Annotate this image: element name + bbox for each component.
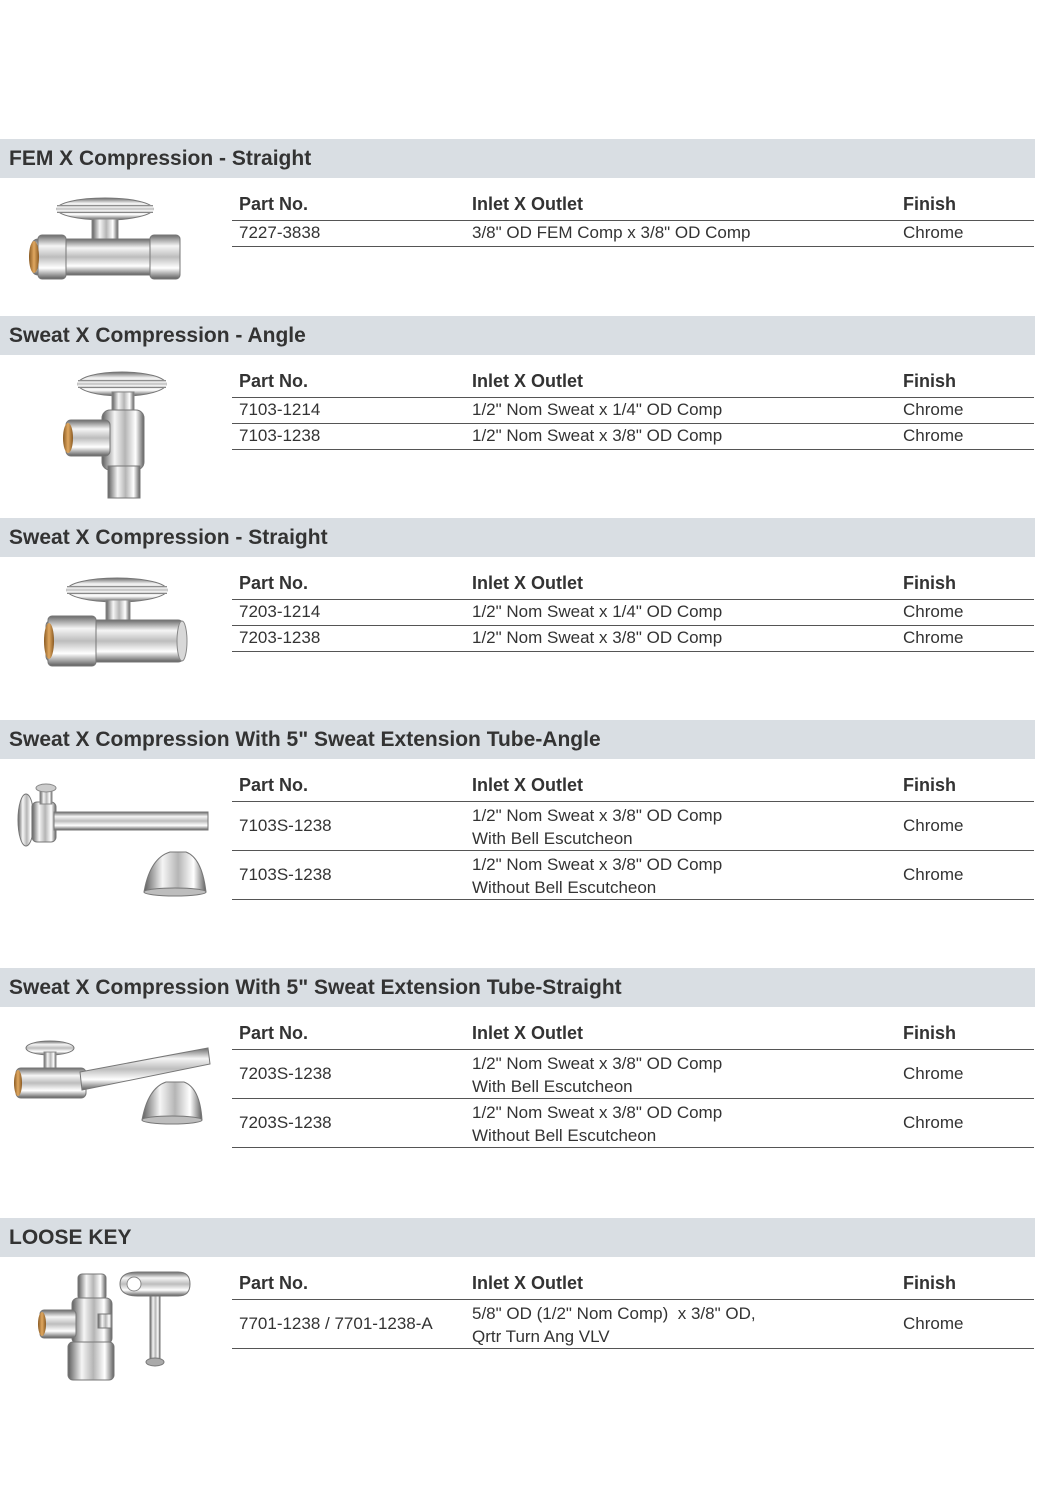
parts-table [232,562,1034,652]
finish: Chrome [903,223,964,242]
inlet-outlet-line: With Bell Escutcheon [472,829,633,848]
parts-table [232,764,1034,900]
finish: Chrome [903,602,964,621]
valve-angle-image [12,366,192,500]
table-header [232,1262,1034,1300]
parts-table [232,360,1034,450]
col-finish: Finish [903,573,956,593]
inlet-outlet-line: 5/8" OD (1/2" Nom Comp) x 3/8" OD, [472,1304,756,1323]
parts-table [232,1262,1034,1349]
part-number: 7103-1214 [239,400,321,419]
part-number: 7103-1238 [239,426,321,445]
table-row [232,221,1034,247]
inlet-outlet [472,1052,722,1098]
table-header [232,183,1034,221]
section-title: FEM X Compression - Straight [0,139,1035,178]
inlet-outlet [472,804,722,850]
part-number: 7701-1238 / 7701-1238-A [239,1314,433,1333]
col-part-no: Part No. [239,573,309,593]
part-number: 7203-1238 [239,628,321,647]
table-row [232,398,1034,424]
inlet-outlet: 1/2" Nom Sweat x 3/8" OD Comp [472,426,723,445]
col-inlet-outlet: Inlet X Outlet [472,1023,584,1043]
loose-key-valve-image [28,1270,194,1386]
col-inlet-outlet: Inlet X Outlet [472,775,584,795]
valve-straight-image [12,195,192,295]
finish: Chrome [903,1113,964,1132]
inlet-outlet-line: 1/2" Nom Sweat x 3/8" OD Comp [472,855,723,874]
section-title: Sweat X Compression With 5" Sweat Extension Tube-Angle [0,720,1035,759]
table-row [232,1300,1034,1349]
col-part-no: Part No. [239,1023,309,1043]
finish: Chrome [903,426,964,445]
table-header [232,1012,1034,1050]
finish: Chrome [903,628,964,647]
inlet-outlet-line: With Bell Escutcheon [472,1077,633,1096]
col-finish: Finish [903,194,956,214]
table-header [232,562,1034,600]
valve-extension-angle-image [10,782,212,898]
finish: Chrome [903,1314,964,1333]
inlet-outlet-line: Qrtr Turn Ang VLV [472,1327,610,1346]
section-title: Sweat X Compression - Angle [0,316,1035,355]
valve-extension-straight-image [10,1034,214,1130]
inlet-outlet [472,1101,722,1147]
table-header [232,764,1034,802]
inlet-outlet-line: 1/2" Nom Sweat x 3/8" OD Comp [472,1103,723,1122]
inlet-outlet: 1/2" Nom Sweat x 1/4" OD Comp [472,602,723,621]
col-part-no: Part No. [239,775,309,795]
col-part-no: Part No. [239,1273,309,1293]
col-inlet-outlet: Inlet X Outlet [472,573,584,593]
col-inlet-outlet: Inlet X Outlet [472,194,584,214]
col-finish: Finish [903,775,956,795]
part-number: 7203-1214 [239,602,321,621]
finish: Chrome [903,1064,964,1083]
inlet-outlet-line: Without Bell Escutcheon [472,878,657,897]
inlet-outlet-line: Without Bell Escutcheon [472,1126,657,1145]
section-title: LOOSE KEY [0,1218,1035,1257]
inlet-outlet: 1/2" Nom Sweat x 3/8" OD Comp [472,628,723,647]
table-row [232,1050,1034,1099]
inlet-outlet-line: 1/2" Nom Sweat x 3/8" OD Comp [472,806,723,825]
finish: Chrome [903,400,964,419]
table-row [232,851,1034,900]
table-row [232,424,1034,450]
col-inlet-outlet: Inlet X Outlet [472,1273,584,1293]
section-title: Sweat X Compression With 5" Sweat Extension Tube-Straight [0,968,1035,1007]
table-header [232,360,1034,398]
part-number: 7227-3838 [239,223,321,242]
table-row [232,600,1034,626]
part-number: 7103S-1238 [239,816,332,835]
col-finish: Finish [903,371,956,391]
part-number: 7103S-1238 [239,865,332,884]
col-finish: Finish [903,1023,956,1043]
col-part-no: Part No. [239,371,309,391]
inlet-outlet [472,853,722,899]
finish: Chrome [903,865,964,884]
inlet-outlet: 1/2" Nom Sweat x 1/4" OD Comp [472,400,723,419]
inlet-outlet [472,1302,756,1348]
parts-table [232,1012,1034,1148]
col-part-no: Part No. [239,194,309,214]
table-row [232,626,1034,652]
inlet-outlet: 3/8" OD FEM Comp x 3/8" OD Comp [472,223,751,242]
table-row [232,802,1034,851]
parts-table [232,183,1034,247]
inlet-outlet-line: 1/2" Nom Sweat x 3/8" OD Comp [472,1054,723,1073]
col-finish: Finish [903,1273,956,1293]
part-number: 7203S-1238 [239,1064,332,1083]
part-number: 7203S-1238 [239,1113,332,1132]
valve-straight-image [12,574,192,678]
section-title: Sweat X Compression - Straight [0,518,1035,557]
table-row [232,1099,1034,1148]
finish: Chrome [903,816,964,835]
col-inlet-outlet: Inlet X Outlet [472,371,584,391]
